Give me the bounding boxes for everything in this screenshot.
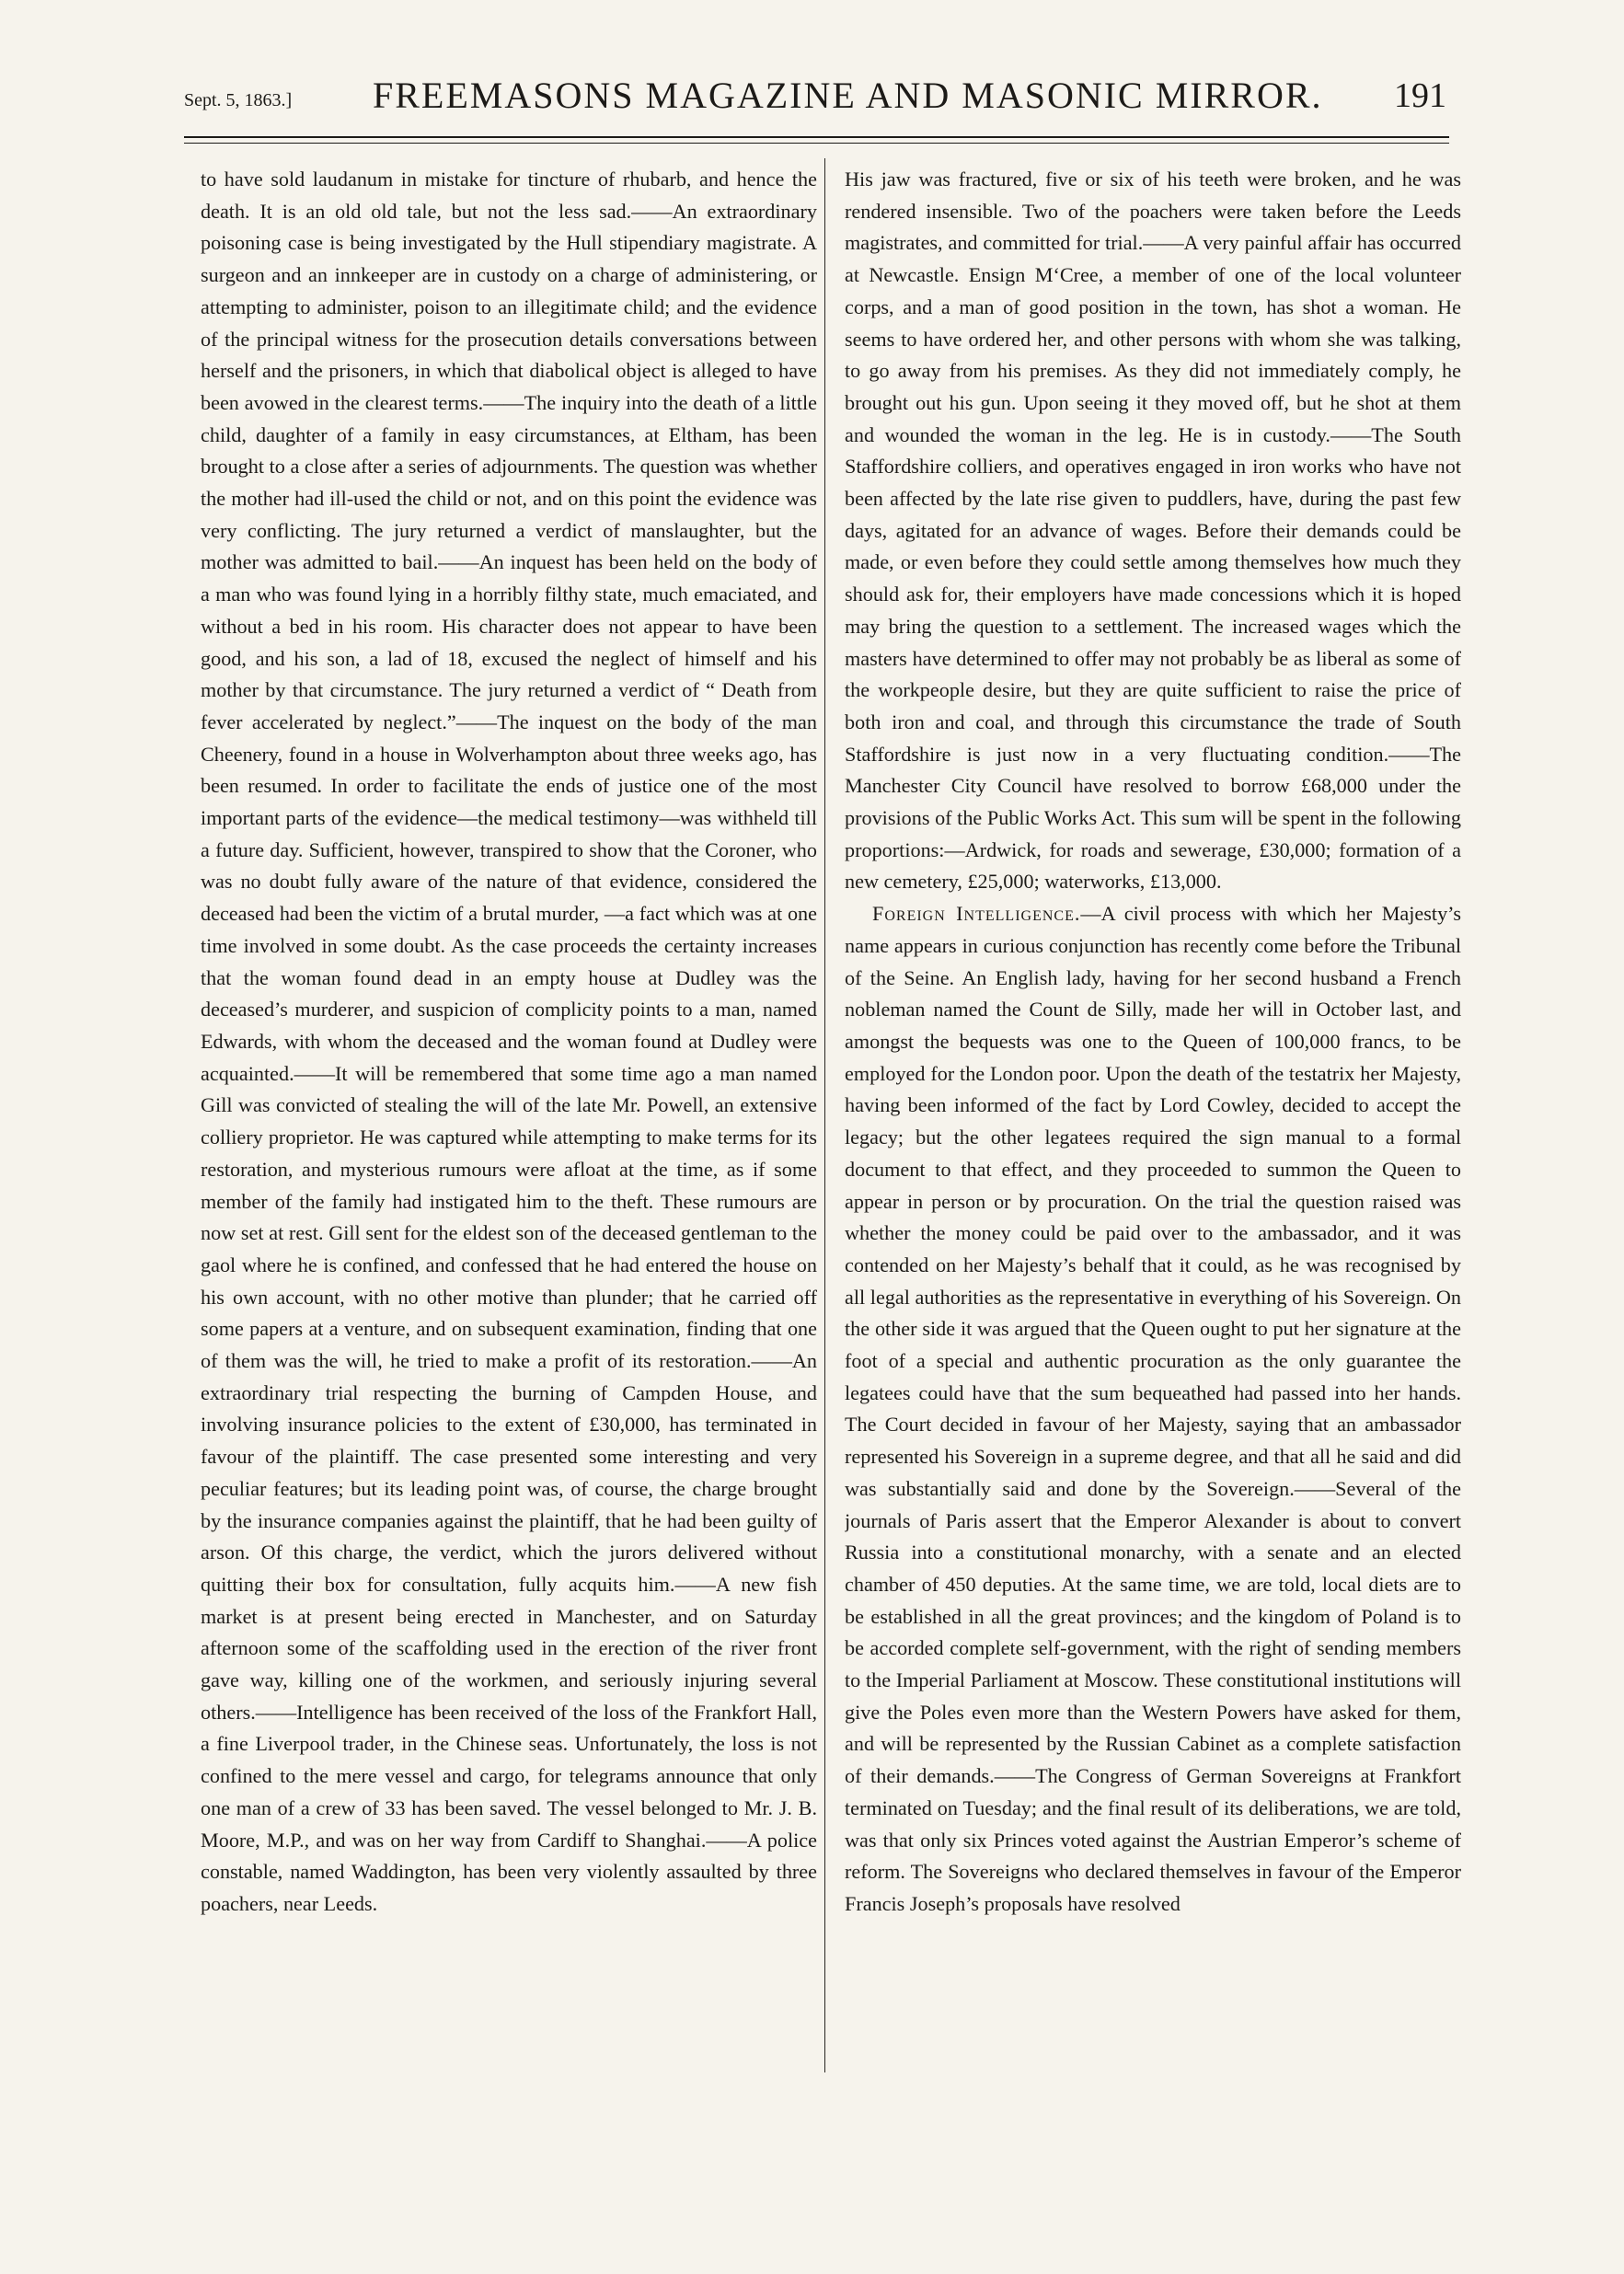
header-rule (184, 136, 1449, 138)
right-column (845, 164, 1461, 2069)
section-heading: Foreign Intelligence. (872, 902, 1081, 926)
section-body: —A civil process with which her Majesty’s name appears in curious conjunction has recently come before the Tribunal of the Seine. An English lady, having for her second husband a French nobleman named the Count de Silly, made her will in October last, and amongst the bequests was one to the Queen of 100,000 francs, to be employed for the London poor. Upon the death of the testatrix her Majesty, having been informed of the fact by Lord Cowley, decided to accept the legacy; but the other legatees required the sign manual to a formal document to that effect, and they proceeded to summon the Queen to appear in person or by procuration. On the trial the question raised was whether the money could be paid over to the ambassador, and it was contended on her Majesty’s behalf that it could, as he was recognised by all legal authorities as the representative in everything of his Sovereign. On the other side it was argued that the Queen ought to put her signature at the foot of a special and authentic procuration as the only guarantee the legatees could have that the sum bequeathed had passed into her hands. The Court decided in favour of her Majesty, saying that an ambassador represented his Sovereign in a supreme degree, and that all he said and did was substantially said and done by the Sovereign.——Several of the journals of Paris assert that the Emperor Alexander is about to convert Russia into a constitutional monarchy, with a senate and an elected chamber of 450 deputies. At the same time, we are told, local diets are to be established in all the great provinces; and the kingdom of Poland is to be accorded complete self-government, with the right of sending members to the Imperial Parliament at Moscow. These constitutional institutions will give the Poles even more than the Western Powers have asked for them, and will be represented by the Russian Cabinet as a complete satisfaction of their demands.——The Congress of German Sovereigns at Frankfort terminated on Tuesday; and the final result of its deliberations, we are told, was that only six Princes voted against the Austrian Emperor’s scheme of reform. The Sovereigns who declared themselves in favour of the Emperor Francis Joseph’s proposals have resolved (845, 902, 1461, 1915)
article-paragraph: to have sold laudanum in mistake for tincture of rhubarb, and hence the death. It is an old old tale, but not the less sad.——An extraordinary poisoning case is being investigated by the Hull stipendiary magistrate. A surgeon and an innkeeper are in custody on a charge of administering, or attempting to administer, poison to an illegitimate child; and the evidence of the principal witness for the prosecution details conversations between herself and the prisoners, in which that diabolical object is alleged to have been avowed in the clearest terms.——The inquiry into the death of a little child, daughter of a family in easy circumstances, at Eltham, has been brought to a close after a series of adjournments. The question was whether the mother had ill-used the child or not, and on this point the evidence was very conflicting. The jury returned a verdict of manslaughter, but the mother was admitted to bail.——An inquest has been held on the body of a man who was found lying in a horribly filthy state, much emaciated, and without a bed in his room. His character does not appear to have been good, and his son, a lad of 18, excused the neglect of himself and his mother by that circumstance. The jury returned a verdict of “ Death from fever accelerated by neglect.”——The inquest on the body of the man Cheenery, found in a house in Wolverhampton about three weeks ago, has been resumed. In order to facilitate the ends of justice one of the most important parts of the evidence—the medical testimony—was withheld till a future day. Sufficient, however, transpired to show that the Coroner, who was no doubt fully aware of the nature of that evidence, considered the deceased had been the victim of a brutal murder, —a fact which was at one time involved in some doubt. As the case proceeds the certainty increases that the woman found dead in an empty house at Dudley was the deceased’s murderer, and suspicion of complicity points to a man, named Edwards, with whom the deceased and the woman found at Dudley were acquainted.——It will be remembered that some time ago a man named Gill was convicted of stealing the will of the late Mr. Powell, an extensive colliery proprietor. He was captured while attempting to make terms for its restoration, and mysterious rumours were afloat at the time, as if some member of the family had instigated him to the theft. These rumours are now set at rest. Gill sent for the eldest son of the deceased gentleman to the gaol where he is confined, and confessed that he had entered the house on his own account, with no other motive than plunder; that he carried off some papers at a venture, and on subsequent examination, finding that one of them was the will, he tried to make a profit of its restoration.——An extraordinary trial respecting the burning of Campden House, and involving insurance policies to the extent of £30,000, has terminated in favour of the plaintiff. The case presented some interesting and very peculiar features; but its leading point was, of course, the charge brought by the insurance companies against the plaintiff, that he had been guilty of arson. Of this charge, the verdict, which the jurors delivered without quitting their box for consultation, fully acquits him.——A new fish market is at present being erected in Manchester, and on Saturday afternoon some of the scaffolding used in the erection of the river front gave way, killing one of the workmen, and seriously injuring several others.——Intelligence has been received of the loss of the Frankfort Hall, a fine Liverpool trader, in the Chinese seas. Unfortunately, the loss is not confined to the mere vessel and cargo, for telegrams announce that only one man of a crew of 33 has been saved. The vessel belonged to Mr. J. B. Moore, M.P., and was on her way from Cardiff to Shanghai.——A police constable, named Waddington, has been very violently assaulted by three poachers, near Leeds. (201, 167, 817, 1915)
left-column (201, 164, 817, 2069)
foreign-intelligence-paragraph (845, 898, 1461, 1921)
issue-date: Sept. 5, 1863.] (184, 90, 293, 110)
page-header (184, 70, 1454, 125)
article-paragraph: His jaw was fractured, five or six of his teeth were broken, and he was rendered insensible. Two of the poachers were taken before the Leeds magistrates, and committed for trial.——A very painful affair has occurred at Newcastle. Ensign M‘Cree, a member of one of the local volunteer corps, and a man of good position in the town, has shot a woman. He seems to have ordered her, and other persons with whom she was talking, to go away from his premises. As they did not immediately comply, he brought out his gun. Upon seeing it they moved off, but he shot at them and wounded the woman in the leg. He is in custody.——The South Staffordshire colliers, and operatives engaged in iron works who have not been affected by the late rise given to puddlers, have, during the past few days, agitated for an advance of wages. Before their demands could be made, or even before they could settle among themselves how much they should ask for, their employers have made concessions which it is hoped may bring the question to a settlement. The increased wages which the masters have determined to offer may not probably be as liberal as some of the workpeople desire, but they are quite sufficient to raise the price of both iron and coal, and through this circumstance the trade of South Staffordshire is just now in a very fluctuating condition.——The Manchester City Council have resolved to borrow £68,000 under the provisions of the Public Works Act. This sum will be spent in the following proportions:—Ardwick, for roads and sewerage, £30,000; formation of a new cemetery, £25,000; waterworks, £13,000. (845, 167, 1461, 894)
page-number: 191 (1394, 76, 1446, 115)
masthead-title: FREEMASONS MAGAZINE AND MASONIC MIRROR. (373, 75, 1323, 116)
header-rule-thin (184, 143, 1449, 144)
column-divider (824, 158, 825, 2072)
